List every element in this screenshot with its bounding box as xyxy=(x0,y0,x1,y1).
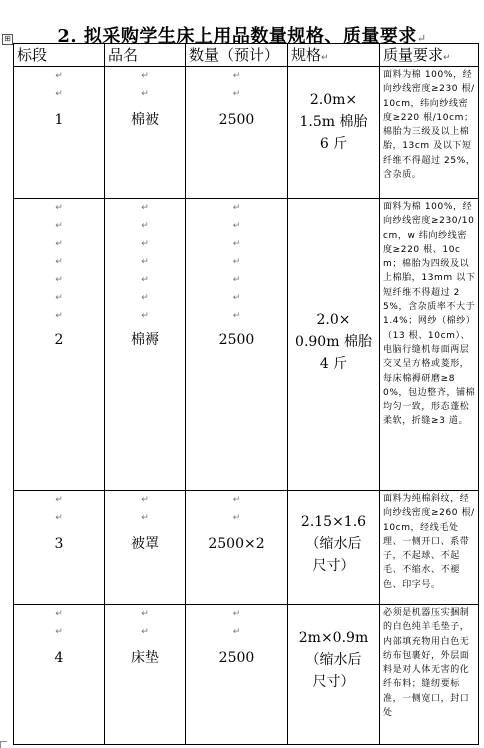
table-header-row xyxy=(14,44,479,67)
cell-quality: 面料为棉 100%，经向纱线密度≥230/10cm，w 纬向纱线密度≥220 根、10cm；棉胎为四级及以上棉胎，13mm 以下短纤维不得超过 25%，含杂质率不大于 1.4%；网纱（棉纱）（13 根、10cm）、电脑行缝机每面两层交叉呈方格或菱形，每床棉褥研磨≥80%，包边整齐，铺棉均匀一致，形态蓬松柔软，折缝≥3 道。 xyxy=(380,199,479,491)
cell-item: ↵ ↵ 被罩 xyxy=(105,491,186,605)
cell-spec: 2.0× 0.90m 棉胎 4 斤 xyxy=(288,199,380,491)
table-row xyxy=(14,491,479,605)
cell-item: ↵ ↵ 棉被 xyxy=(105,67,186,199)
cell-qty: ↵ ↵ 2500 xyxy=(186,605,288,745)
header-lot: 标段 xyxy=(14,44,105,67)
cell-lot: ↵ ↵ 1 xyxy=(14,67,105,199)
cell-item: ↵ ↵ ↵ ↵ ↵ ↵ ↵ 棉褥 xyxy=(105,199,186,491)
page-title: 2. 拟采购学生床上用品数量规格、质量要求↵ xyxy=(57,26,427,47)
header-item: 品名 xyxy=(105,44,186,67)
table-row xyxy=(14,199,479,491)
spec-table xyxy=(13,43,479,745)
cell-lot: ↵ ↵ ↵ ↵ ↵ ↵ ↵ 2 xyxy=(14,199,105,491)
cell-quality: 面料为纯棉斜纹，经向纱线密度≥260 根/10cm，经线毛处理、一侧开口、系带子，不起球、不起毛、不缩水、不褪色、印字号。 xyxy=(380,491,479,605)
cell-quality: 面料为棉 100%，经向纱线密度≥230 根/10cm，纬向纱线密度≥220 根/10cm；棉胎为三级及以上棉胎，13cm 及以下短纤维不得超过 25%，含杂质。 xyxy=(380,67,479,199)
cell-spec: 2.15×1.6 （缩水后 尺寸） xyxy=(288,491,380,605)
cell-lot: ↵ ↵ 4 xyxy=(14,605,105,745)
cell-quality: 必须是机器压实捆制的白色纯羊毛垫子，内部填充物用白色无纺布包裹好，外层面料是对人体无害的化纤布料；缝纫要标准，一侧宽口，封口处 xyxy=(380,605,479,745)
table-move-handle-icon[interactable]: ⊞ xyxy=(2,34,13,45)
cell-spec: 2.0m× 1.5m 棉胎 6 斤 xyxy=(288,67,380,199)
cell-lot: ↵ ↵ 3 xyxy=(14,491,105,605)
page-corner-mark xyxy=(0,741,7,748)
header-spec: 规格↵ xyxy=(288,44,380,67)
cell-qty: ↵ ↵ 2500 xyxy=(186,67,288,199)
header-quality: 质量要求↵ xyxy=(380,44,479,67)
cell-qty: ↵ ↵ ↵ ↵ ↵ ↵ ↵ 2500 xyxy=(186,199,288,491)
cell-spec: 2m×0.9m （缩水后 尺寸） xyxy=(288,605,380,745)
cell-qty: ↵ ↵ 2500×2 xyxy=(186,491,288,605)
table-row xyxy=(14,67,479,199)
header-quantity: 数量（预计） xyxy=(186,44,288,67)
cell-item: ↵ ↵ 床垫 xyxy=(105,605,186,745)
table-row xyxy=(14,605,479,745)
